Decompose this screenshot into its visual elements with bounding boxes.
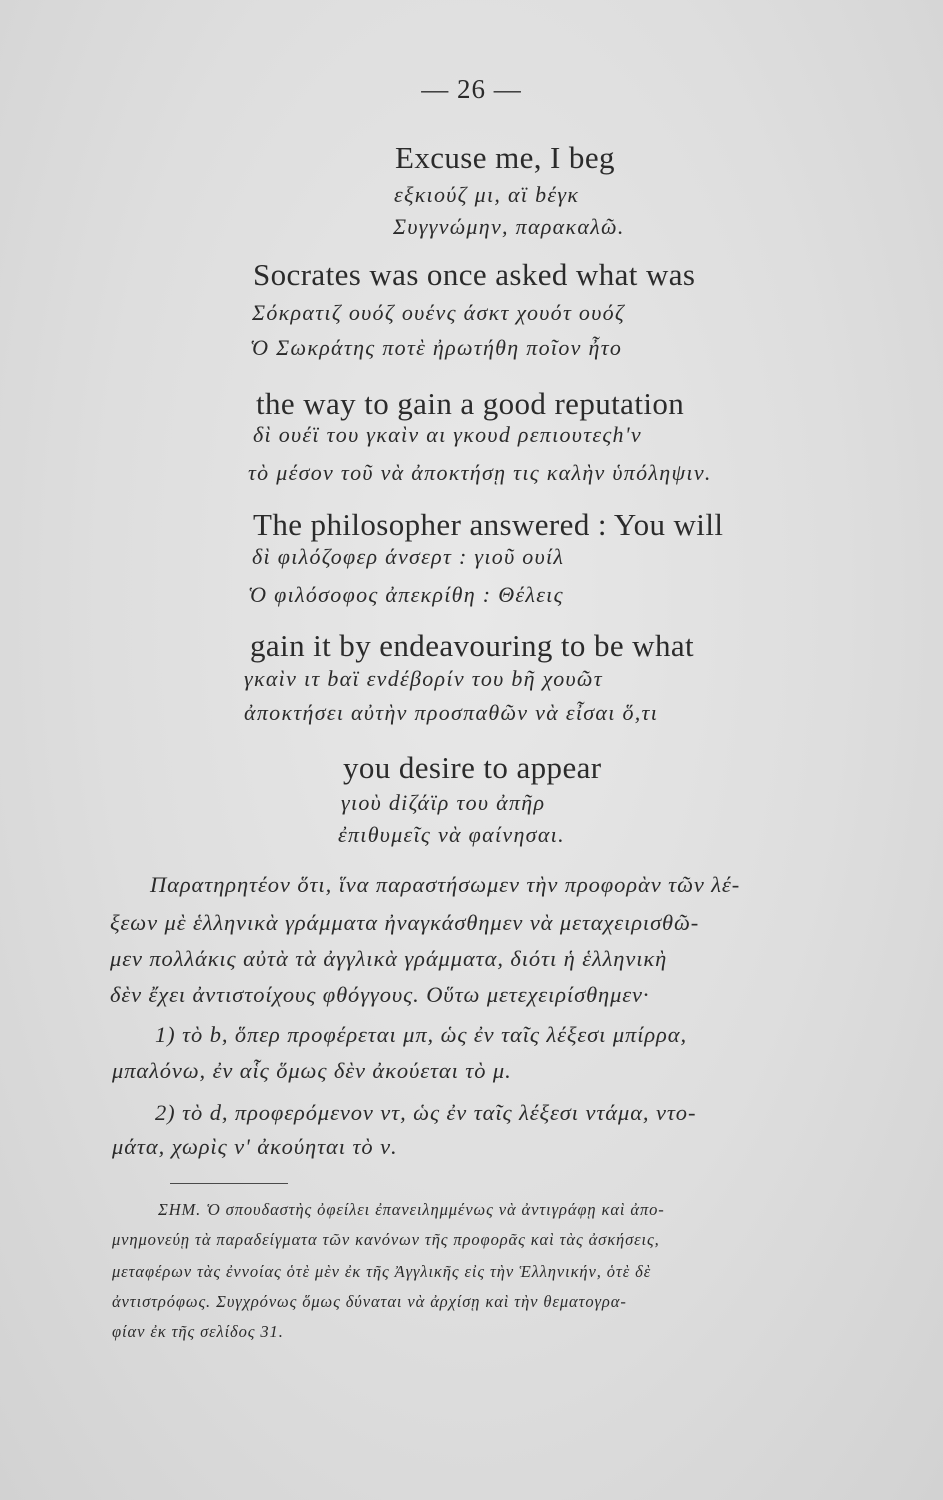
remark-line: μπαλόνω, ἐν αἷς ὅμως δὲν ἀκούεται τὸ μ. [112, 1058, 512, 1083]
phrase-pronunciation: γιοὺ diζάϊρ του ἀπῆρ [341, 790, 546, 815]
remark-line: δὲν ἔχει ἀντιστοίχους φθόγγους. Οὕτω μετεχειρίσθημεν· [110, 982, 650, 1007]
remark-line: μεν πολλάκις αὐτὰ τὰ ἀγγλικὰ γράμματα, διότι ἡ ἑλληνικὴ [110, 946, 668, 971]
remark-line: 1) τὸ b, ὅπερ προφέρεται μπ, ὡς ἐν ταῖς λέξεσι μπίρρα, [155, 1022, 687, 1047]
footnote-line: ἀντιστρόφως. Συγχρόνως ὅμως δύναται νὰ ἀρχίσῃ καὶ τὴν θεματογρα- [112, 1292, 627, 1311]
phrase-pronunciation: γκαὶν ιτ bαϊ ενdέβορίν του bῆ χουῶτ [244, 666, 603, 691]
phrase-english: gain it by endeavouring to be what [250, 628, 695, 663]
footnote-line: μνημονεύῃ τὰ παραδείγματα τῶν κανόνων τῆς προφορᾶς καὶ τὰς ἀσκήσεις, [112, 1230, 660, 1249]
phrase-greek: Συγγνώμην, παρακαλῶ. [393, 214, 625, 239]
phrase-english: the way to gain a good reputation [256, 386, 685, 421]
footnote-divider [170, 1183, 288, 1184]
phrase-english: Excuse me, I beg [395, 140, 615, 175]
phrase-pronunciation: εξκιούζ μι, αϊ bέγκ [394, 182, 580, 207]
footnote-line: φίαν ἐκ τῆς σελίδος 31. [112, 1322, 284, 1341]
phrase-greek: ἀποκτήσει αὐτὴν προσπαθῶν νὰ εἶσαι ὅ,τι [244, 700, 659, 725]
remark-line: μάτα, χωρὶς ν' ἀκούηται τὸ ν. [112, 1134, 398, 1159]
page-number: — 26 — [421, 74, 522, 104]
phrase-pronunciation: δὶ ουέϊ του γκαὶν αι γκουd ρεπιουτεςh'ν [253, 422, 642, 447]
phrase-pronunciation: Σόκρατιζ ουόζ ουένς άσκτ χουότ ουόζ [252, 300, 626, 325]
phrase-greek: Ὁ Σωκράτης ποτὲ ἠρωτήθη ποῖον ἦτο [250, 335, 623, 360]
phrase-greek: ἐπιθυμεῖς νὰ φαίνησαι. [338, 822, 565, 847]
phrase-greek: τὸ μέσον τοῦ νὰ ἀποκτήσῃ τις καλὴν ὑπόληψιν. [248, 460, 712, 485]
remark-line: ξεων μὲ ἑλληνικὰ γράμματα ἠναγκάσθημεν νὰ μεταχειρισθῶ- [110, 910, 700, 935]
footnote-line: ΣΗΜ. Ὁ σπουδαστὴς ὀφείλει ἐπανειλημμένως νὰ ἀντιγράφῃ καὶ ἀπο- [158, 1200, 665, 1219]
phrase-english: Socrates was once asked what was [253, 257, 696, 292]
phrase-english: The philosopher answered : You will [253, 507, 724, 542]
footnote-line: μεταφέρων τὰς ἐννοίας ὁτὲ μὲν ἐκ τῆς Ἀγγλικῆς εἰς τὴν Ἑλληνικήν, ὁτὲ δὲ [112, 1262, 652, 1281]
phrase-pronunciation: δὶ φιλόζοφερ άνσερτ : γιοῦ ουίλ [252, 544, 565, 569]
phrase-english: you desire to appear [343, 750, 602, 785]
remark-line: 2) τὸ d, προφερόμενον ντ, ὡς ἐν ταῖς λέξεσι ντάμα, ντο- [155, 1100, 697, 1125]
remark-line: Παρατηρητέον ὅτι, ἵνα παραστήσωμεν τὴν προφορὰν τῶν λέ- [150, 872, 741, 897]
phrase-greek: Ὁ φιλόσοφος ἀπεκρίθη : Θέλεις [248, 582, 564, 607]
